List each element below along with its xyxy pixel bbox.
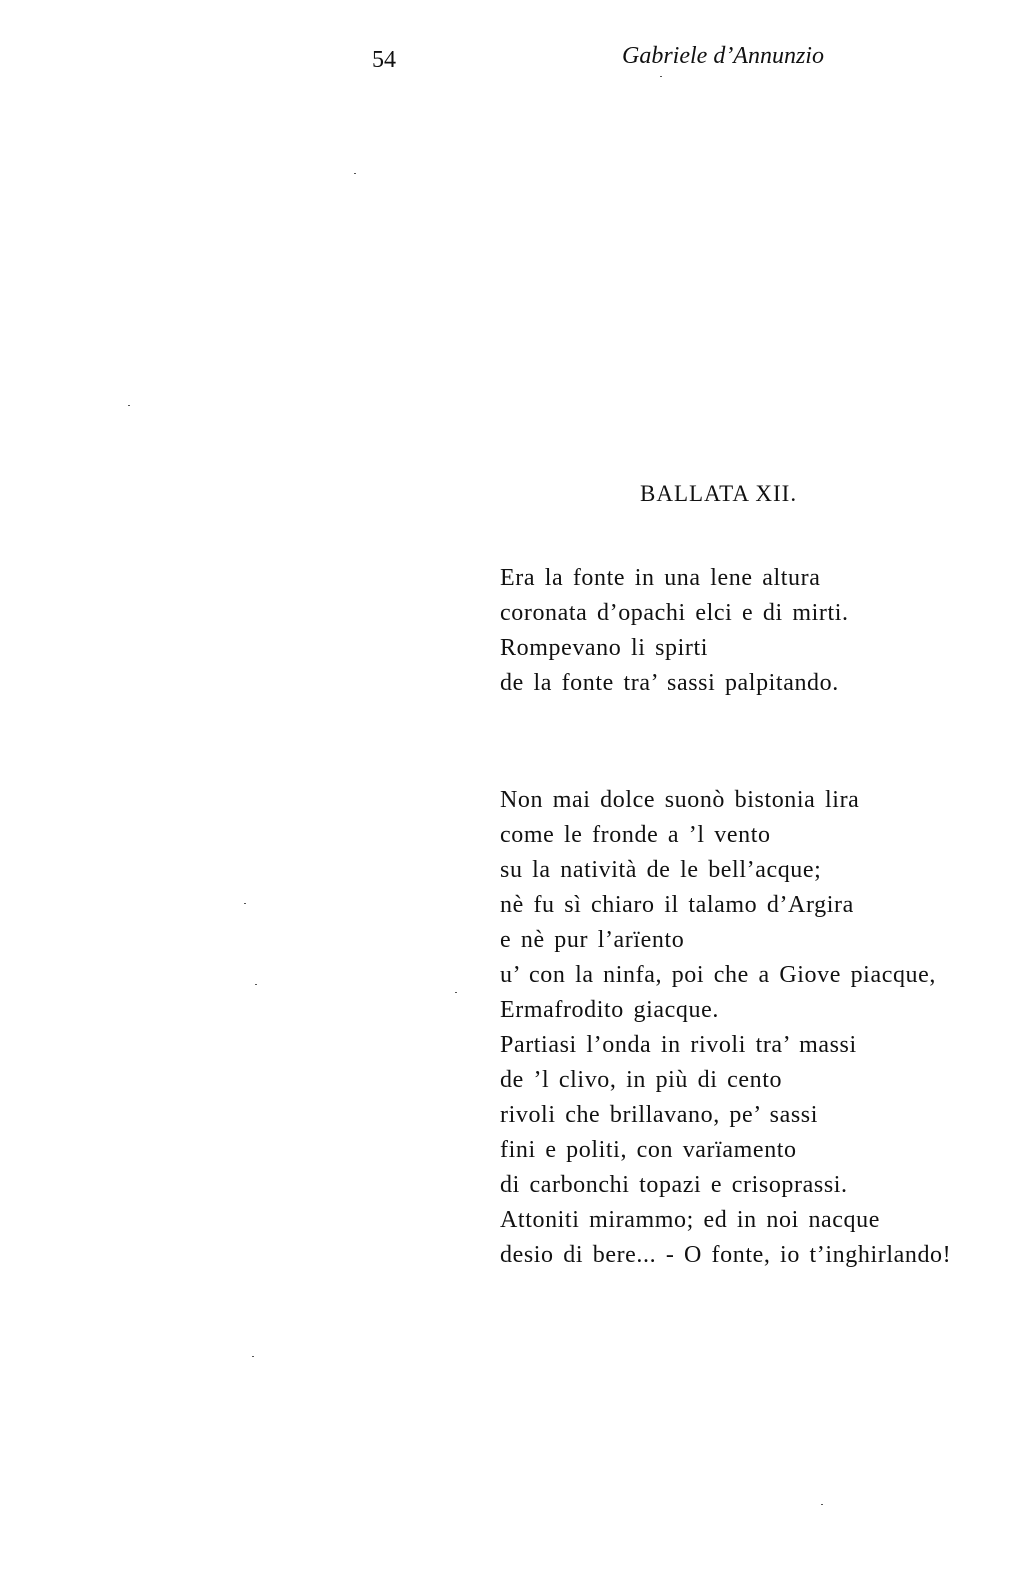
running-head: Gabriele d’Annunzio — [622, 43, 824, 69]
verse-line: Era la fonte in una lene altura — [500, 565, 821, 591]
scan-speck — [244, 903, 246, 904]
verse-line: de la fonte tra’ sassi palpitando. — [500, 670, 839, 696]
verse-line: coronata d’opachi elci e di mirti. — [500, 600, 849, 626]
scan-speck — [128, 405, 130, 406]
verse-line: fini e politi, con varïamento — [500, 1137, 797, 1163]
scan-speck — [660, 76, 662, 77]
scan-speck — [255, 984, 257, 985]
verse-line: Non mai dolce suonò bistonia lira — [500, 787, 860, 813]
verse-line: su la natività de le bell’acque; — [500, 857, 822, 883]
scan-speck — [252, 1356, 254, 1357]
verse-line: Ermafrodito giacque. — [500, 997, 719, 1023]
verse-line: di carbonchi topazi e crisoprassi. — [500, 1172, 848, 1198]
page-number: 54 — [372, 47, 396, 73]
scan-speck — [821, 1504, 823, 1505]
scan-speck — [455, 992, 457, 993]
verse-line: Attoniti mirammo; ed in noi nacque — [500, 1207, 881, 1233]
scan-speck — [354, 173, 356, 174]
verse-line: e nè pur l’arïento — [500, 927, 685, 953]
verse-line: u’ con la ninfa, poi che a Giove piacque, — [500, 962, 936, 988]
verse-line: Partiasi l’onda in rivoli tra’ massi — [500, 1032, 857, 1058]
poem-title: BALLATA XII. — [640, 481, 798, 506]
verse-line: desio di bere... - O fonte, io t’inghirlando! — [500, 1242, 952, 1268]
verse-line: Rompevano li spirti — [500, 635, 709, 661]
verse-line: rivoli che brillavano, pe’ sassi — [500, 1102, 819, 1128]
verse-line: nè fu sì chiaro il talamo d’Argira — [500, 892, 854, 918]
stanza-1 — [500, 561, 849, 701]
stanza-2 — [500, 783, 951, 1273]
verse-line: come le fronde a ’l vento — [500, 822, 771, 848]
verse-line: de ’l clivo, in più di cento — [500, 1067, 783, 1093]
